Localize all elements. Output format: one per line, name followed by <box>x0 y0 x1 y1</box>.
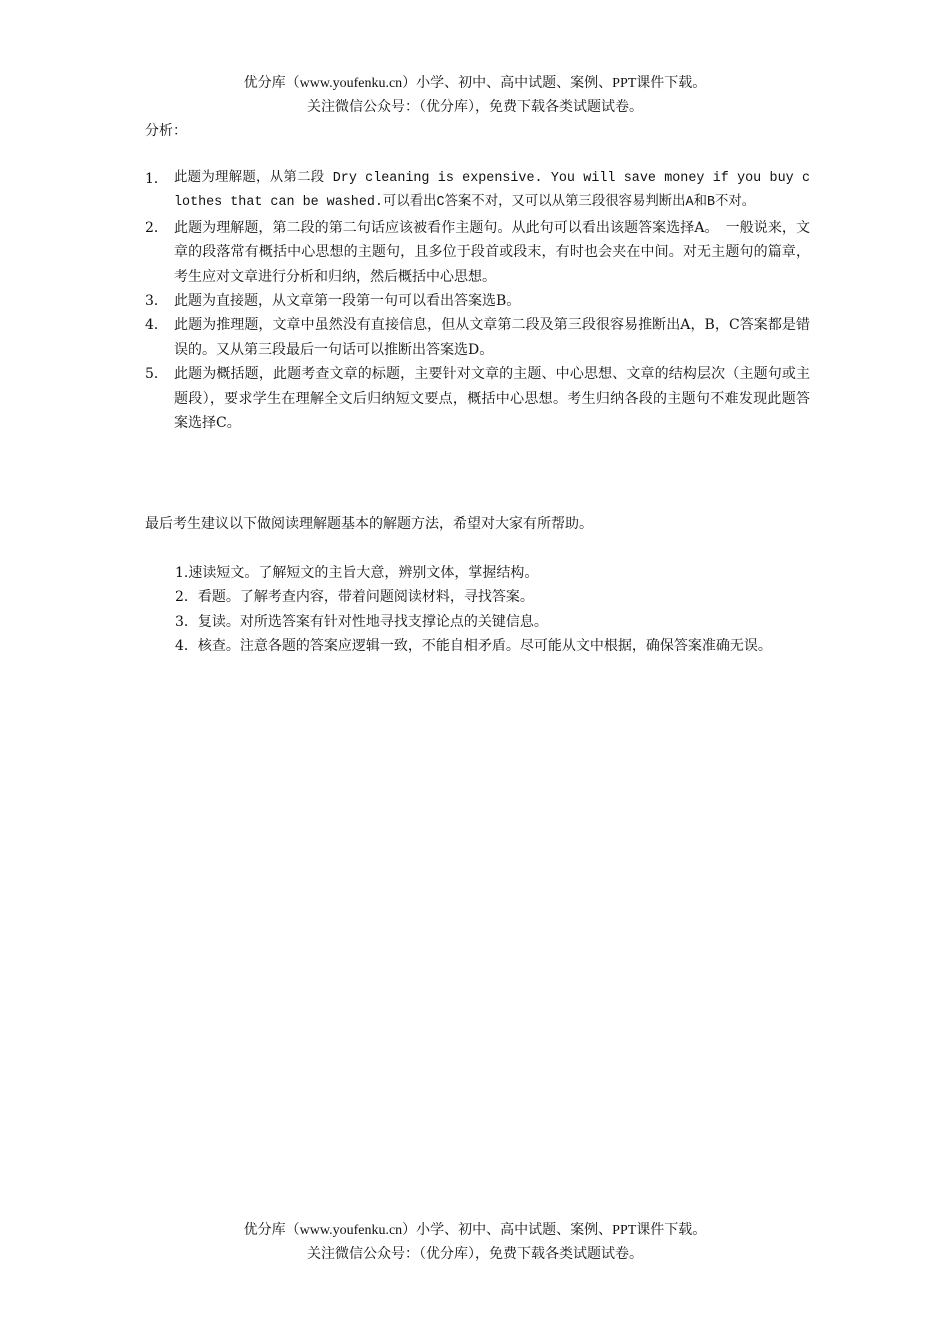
method-text: 3．复读。对所选答案有针对性地寻找支撑论点的关键信息。 <box>175 613 548 630</box>
analysis-item-text: 此题为推理题，文章中虽然没有直接信息，但从文章第二段及第三段很容易推断出A，B，C答案都是错误的。又从第三段最后一句话可以推断出答案选D。 <box>174 317 810 358</box>
header-line-2: 关注微信公众号：（优分库），免费下载各类试题试卷。 <box>307 100 643 115</box>
analysis-item-text: 此题为理解题，第二段的第二句话应该被看作主题句。从此句可以看出该题答案选择A。 一般说来，文章的段落常有概括中心思想的主题句，且多位于段首或段末，有时也会夹在中间。对无主题句的篇章，考生应对文章进行分析和归纳，然后概括中心思想。 <box>174 219 810 285</box>
analysis-item <box>145 313 810 362</box>
footer-line-2: 关注微信公众号：（优分库），免费下载各类试题试卷。 <box>307 1247 643 1262</box>
analysis-item-number: 1． <box>145 171 168 187</box>
analysis-item-number: 3． <box>145 293 168 310</box>
analysis-item-text: 此题为理解题，从第二段 Dry cleaning is expensive. You will save money if you buy clothes that can be washed.可以看出C答案不对，又可以从第三段很容易判断出A和B不对。 <box>174 171 810 211</box>
method-item <box>175 634 810 658</box>
analysis-title: 分析： <box>145 123 187 139</box>
method-text: 2．看题。了解考查内容，带着问题阅读材料，寻找答案。 <box>175 589 534 606</box>
footer-line-1: 优分库（www.youfenku.cn）小学、初中、高中试题、案例、PPT课件下载。 <box>243 1223 707 1238</box>
method-text: 1.速读短文。了解短文的主旨大意，辨别文体，掌握结构。 <box>175 565 539 581</box>
page-header <box>0 72 950 120</box>
analysis-item-number: 4． <box>145 317 168 334</box>
analysis-item-text: 此题为直接题，从文章第一段第一句可以看出答案选B。 <box>174 293 521 310</box>
method-list <box>175 561 810 659</box>
analysis-list <box>145 167 810 435</box>
analysis-item-number: 2． <box>145 219 168 236</box>
analysis-item <box>145 216 810 289</box>
header-line-1: 优分库（www.youfenku.cn）小学、初中、高中试题、案例、PPT课件下载。 <box>243 76 707 91</box>
analysis-item <box>145 362 810 435</box>
method-text: 4．核查。注意各题的答案应逻辑一致，不能自相矛盾。尽可能从文中根据，确保答案准确无误。 <box>175 638 772 655</box>
analysis-item-text: 此题为概括题，此题考查文章的标题，主要针对文章的主题、中心思想、文章的结构层次（主题句或主题段），要求学生在理解全文后归纳短文要点，概括中心思想。考生归纳各段的主题句不难发现此题答案选择C。 <box>174 366 810 432</box>
advice-paragraph: 最后考生建议以下做阅读理解题基本的解题方法，希望对大家有所帮助。 <box>145 516 593 532</box>
analysis-item <box>145 167 810 216</box>
page-footer <box>0 1219 950 1267</box>
method-item <box>175 585 810 609</box>
method-item <box>175 561 810 585</box>
analysis-item-number: 5． <box>145 366 168 383</box>
method-item <box>175 610 810 634</box>
analysis-item <box>145 289 810 313</box>
